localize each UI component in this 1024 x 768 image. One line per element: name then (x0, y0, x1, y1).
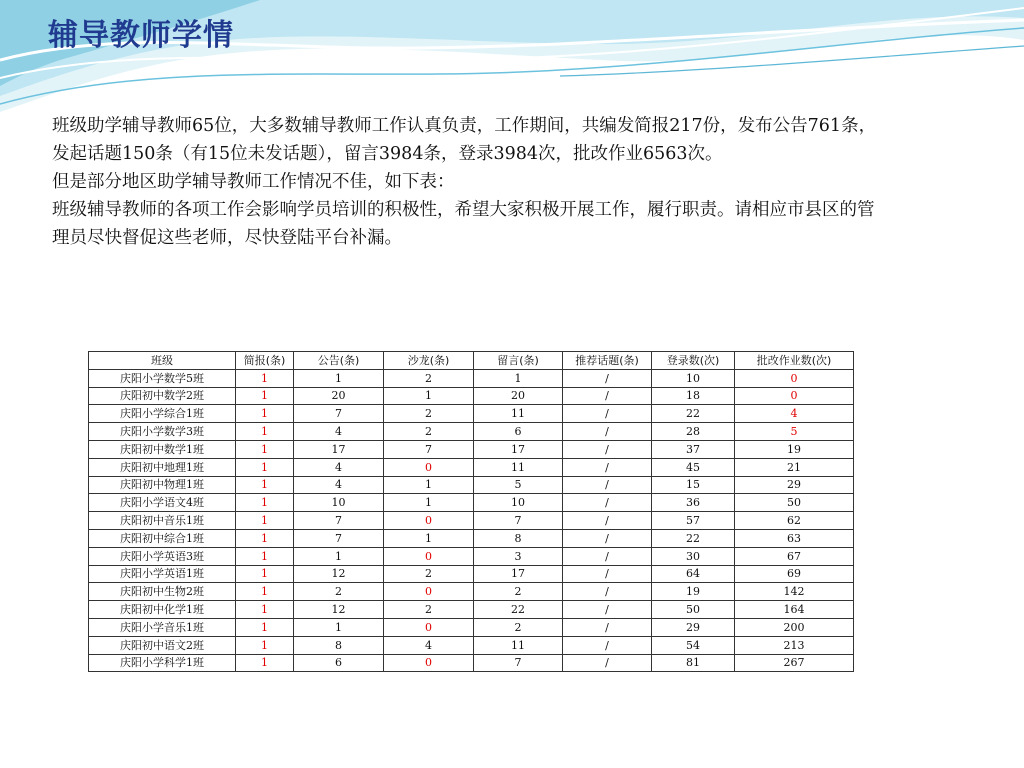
cell-salons: 0 (384, 654, 474, 672)
cell-graded-homework: 164 (735, 601, 854, 619)
cell-briefs: 1 (236, 458, 294, 476)
table-row (89, 654, 854, 672)
table-row (89, 423, 854, 441)
cell-recommended-topics: / (563, 618, 652, 636)
cell-class-name: 庆阳小学科学1班 (89, 654, 236, 672)
request-paragraph: 班级辅导教师的各项工作会影响学员培训的积极性，希望大家积极开展工作，履行职责。请相应市县区的管理员尽快督促这些老师，尽快登陆平台补漏。 (52, 200, 875, 248)
cell-logins: 57 (652, 512, 735, 530)
intro-paragraph: 但是部分地区助学辅导教师工作情况不佳，如下表： (52, 172, 455, 192)
cell-logins: 15 (652, 476, 735, 494)
cell-recommended-topics: / (563, 494, 652, 512)
cell-messages: 17 (474, 565, 563, 583)
table-row (89, 565, 854, 583)
cell-recommended-topics: / (563, 583, 652, 601)
cell-messages: 10 (474, 494, 563, 512)
cell-class-name: 庆阳初中化学1班 (89, 601, 236, 619)
cell-recommended-topics: / (563, 512, 652, 530)
cell-graded-homework: 62 (735, 512, 854, 530)
cell-briefs: 1 (236, 583, 294, 601)
cell-briefs: 1 (236, 618, 294, 636)
cell-recommended-topics: / (563, 636, 652, 654)
table-row (89, 529, 854, 547)
table-row (89, 458, 854, 476)
cell-salons: 4 (384, 636, 474, 654)
cell-briefs: 1 (236, 601, 294, 619)
cell-logins: 45 (652, 458, 735, 476)
cell-messages: 8 (474, 529, 563, 547)
cell-briefs: 1 (236, 547, 294, 565)
cell-class-name: 庆阳小学音乐1班 (89, 618, 236, 636)
cell-graded-homework: 142 (735, 583, 854, 601)
cell-announcements: 4 (294, 458, 384, 476)
cell-messages: 20 (474, 387, 563, 405)
header-logins: 登录数(次) (652, 352, 735, 370)
cell-logins: 29 (652, 618, 735, 636)
cell-class-name: 庆阳初中数学2班 (89, 387, 236, 405)
cell-salons: 2 (384, 601, 474, 619)
cell-salons: 1 (384, 494, 474, 512)
cell-salons: 0 (384, 583, 474, 601)
table-row (89, 583, 854, 601)
cell-logins: 64 (652, 565, 735, 583)
cell-class-name: 庆阳初中物理1班 (89, 476, 236, 494)
slide-title: 辅导教师学情 (48, 18, 234, 53)
table-row (89, 440, 854, 458)
cell-briefs: 1 (236, 405, 294, 423)
cell-messages: 5 (474, 476, 563, 494)
cell-logins: 36 (652, 494, 735, 512)
cell-briefs: 1 (236, 512, 294, 530)
cell-graded-homework: 5 (735, 423, 854, 441)
cell-recommended-topics: / (563, 387, 652, 405)
cell-announcements: 12 (294, 565, 384, 583)
cell-announcements: 12 (294, 601, 384, 619)
cell-messages: 22 (474, 601, 563, 619)
cell-recommended-topics: / (563, 423, 652, 441)
cell-graded-homework: 69 (735, 565, 854, 583)
cell-messages: 11 (474, 636, 563, 654)
cell-messages: 6 (474, 423, 563, 441)
header-briefs: 简报(条) (236, 352, 294, 370)
cell-recommended-topics: / (563, 601, 652, 619)
cell-graded-homework: 200 (735, 618, 854, 636)
cell-graded-homework: 213 (735, 636, 854, 654)
cell-briefs: 1 (236, 654, 294, 672)
cell-logins: 28 (652, 423, 735, 441)
table-row (89, 387, 854, 405)
cell-graded-homework: 67 (735, 547, 854, 565)
table-header-row (89, 352, 854, 370)
cell-messages: 1 (474, 369, 563, 387)
cell-graded-homework: 19 (735, 440, 854, 458)
cell-salons: 1 (384, 387, 474, 405)
cell-announcements: 20 (294, 387, 384, 405)
header-messages: 留言(条) (474, 352, 563, 370)
cell-class-name: 庆阳小学语文4班 (89, 494, 236, 512)
cell-recommended-topics: / (563, 529, 652, 547)
cell-briefs: 1 (236, 387, 294, 405)
cell-announcements: 7 (294, 512, 384, 530)
table-row (89, 636, 854, 654)
cell-messages: 7 (474, 654, 563, 672)
cell-messages: 2 (474, 583, 563, 601)
cell-graded-homework: 21 (735, 458, 854, 476)
table-row (89, 476, 854, 494)
cell-class-name: 庆阳初中生物2班 (89, 583, 236, 601)
cell-salons: 1 (384, 476, 474, 494)
teacher-stats-table (88, 351, 854, 672)
cell-class-name: 庆阳初中综合1班 (89, 529, 236, 547)
cell-salons: 2 (384, 423, 474, 441)
cell-announcements: 1 (294, 547, 384, 565)
cell-class-name: 庆阳小学数学3班 (89, 423, 236, 441)
cell-announcements: 4 (294, 476, 384, 494)
cell-announcements: 1 (294, 369, 384, 387)
cell-announcements: 8 (294, 636, 384, 654)
cell-logins: 30 (652, 547, 735, 565)
cell-graded-homework: 0 (735, 369, 854, 387)
cell-messages: 11 (474, 405, 563, 423)
cell-recommended-topics: / (563, 547, 652, 565)
cell-recommended-topics: / (563, 565, 652, 583)
cell-recommended-topics: / (563, 405, 652, 423)
cell-briefs: 1 (236, 440, 294, 458)
cell-recommended-topics: / (563, 440, 652, 458)
cell-logins: 19 (652, 583, 735, 601)
cell-salons: 0 (384, 618, 474, 636)
cell-announcements: 7 (294, 529, 384, 547)
cell-announcements: 2 (294, 583, 384, 601)
teacher-stats-table-container (88, 351, 854, 672)
cell-class-name: 庆阳初中语文2班 (89, 636, 236, 654)
cell-briefs: 1 (236, 529, 294, 547)
cell-logins: 50 (652, 601, 735, 619)
table-row (89, 494, 854, 512)
cell-logins: 54 (652, 636, 735, 654)
table-row (89, 547, 854, 565)
cell-salons: 2 (384, 405, 474, 423)
cell-class-name: 庆阳初中数学1班 (89, 440, 236, 458)
cell-salons: 1 (384, 529, 474, 547)
table-row (89, 601, 854, 619)
cell-class-name: 庆阳小学综合1班 (89, 405, 236, 423)
cell-announcements: 6 (294, 654, 384, 672)
cell-logins: 81 (652, 654, 735, 672)
cell-messages: 17 (474, 440, 563, 458)
header-class: 班级 (89, 352, 236, 370)
table-row (89, 512, 854, 530)
header-graded-homework: 批改作业数(次) (735, 352, 854, 370)
cell-recommended-topics: / (563, 476, 652, 494)
cell-graded-homework: 267 (735, 654, 854, 672)
cell-briefs: 1 (236, 476, 294, 494)
cell-graded-homework: 0 (735, 387, 854, 405)
cell-announcements: 4 (294, 423, 384, 441)
header-announcements: 公告(条) (294, 352, 384, 370)
table-row (89, 618, 854, 636)
cell-briefs: 1 (236, 494, 294, 512)
cell-salons: 0 (384, 512, 474, 530)
cell-class-name: 庆阳小学英语3班 (89, 547, 236, 565)
cell-recommended-topics: / (563, 458, 652, 476)
cell-graded-homework: 4 (735, 405, 854, 423)
cell-messages: 2 (474, 618, 563, 636)
cell-recommended-topics: / (563, 369, 652, 387)
cell-briefs: 1 (236, 636, 294, 654)
cell-salons: 2 (384, 369, 474, 387)
cell-logins: 18 (652, 387, 735, 405)
cell-messages: 11 (474, 458, 563, 476)
cell-announcements: 7 (294, 405, 384, 423)
cell-salons: 2 (384, 565, 474, 583)
cell-announcements: 10 (294, 494, 384, 512)
cell-announcements: 17 (294, 440, 384, 458)
cell-announcements: 1 (294, 618, 384, 636)
table-row (89, 405, 854, 423)
header-salons: 沙龙(条) (384, 352, 474, 370)
cell-class-name: 庆阳小学数学5班 (89, 369, 236, 387)
cell-salons: 0 (384, 458, 474, 476)
cell-class-name: 庆阳小学英语1班 (89, 565, 236, 583)
body-text (52, 112, 882, 252)
cell-recommended-topics: / (563, 654, 652, 672)
header-recommended-topics: 推荐话题(条) (563, 352, 652, 370)
cell-messages: 3 (474, 547, 563, 565)
cell-briefs: 1 (236, 423, 294, 441)
cell-logins: 10 (652, 369, 735, 387)
cell-salons: 0 (384, 547, 474, 565)
cell-logins: 22 (652, 405, 735, 423)
cell-class-name: 庆阳初中音乐1班 (89, 512, 236, 530)
cell-messages: 7 (474, 512, 563, 530)
table-row (89, 369, 854, 387)
table-body (89, 369, 854, 672)
cell-class-name: 庆阳初中地理1班 (89, 458, 236, 476)
cell-logins: 22 (652, 529, 735, 547)
cell-salons: 7 (384, 440, 474, 458)
cell-graded-homework: 50 (735, 494, 854, 512)
summary-paragraph: 班级助学辅导教师65位，大多数辅导教师工作认真负责，工作期间，共编发简报217份，发布公告761条，发起话题150条（有15位未发话题），留言3984条，登录3984次，批改作业6563次。 (52, 116, 877, 164)
cell-logins: 37 (652, 440, 735, 458)
cell-briefs: 1 (236, 369, 294, 387)
cell-graded-homework: 29 (735, 476, 854, 494)
cell-briefs: 1 (236, 565, 294, 583)
cell-graded-homework: 63 (735, 529, 854, 547)
